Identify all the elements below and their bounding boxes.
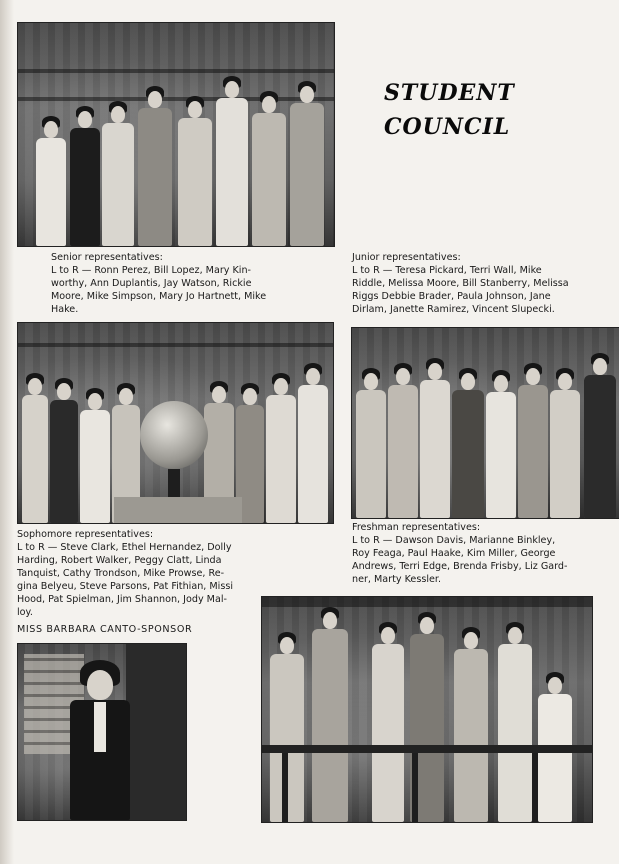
- freshman-caption-line: ner, Marty Kessler.: [352, 574, 442, 585]
- sophomore-caption-line: loy.: [17, 607, 33, 618]
- sophomore-caption-line: L to R — Steve Clark, Ethel Hernandez, Dolly: [17, 542, 232, 553]
- senior-caption: [51, 251, 311, 316]
- freshman-caption-line: Roy Feaga, Paul Haake, Kim Miller, George: [352, 548, 556, 559]
- sophomore-caption-line: Hood, Pat Spielman, Jim Shannon, Jody Mal-: [17, 594, 227, 605]
- senior-caption-line: Moore, Mike Simpson, Mary Jo Hartnett, Mike: [51, 291, 267, 302]
- freshman-caption: [352, 521, 614, 586]
- senior-caption-line: Hake.: [51, 304, 79, 315]
- senior-caption-line: L to R — Ronn Perez, Bill Lopez, Mary Kin-: [51, 265, 251, 276]
- freshman-caption-heading: Freshman representatives:: [352, 522, 481, 533]
- sponsor-label: MISS BARBARA CANTO-SPONSOR: [17, 624, 193, 635]
- junior-caption-line: Riggs Debbie Brader, Paula Johnson, Jane: [352, 291, 551, 302]
- sophomore-caption-line: gina Belyeu, Steve Parsons, Pat Fithian, Missi: [17, 581, 233, 592]
- sophomore-caption-line: Tanquist, Cathy Trondson, Mike Prowse, Re-: [17, 568, 225, 579]
- freshman-caption-line: Andrews, Terri Edge, Brenda Frisby, Liz Gard-: [352, 561, 568, 572]
- page-title-line-1: STUDENT: [384, 80, 515, 106]
- junior-caption-line: Riddle, Melissa Moore, Bill Stanberry, Melissa: [352, 278, 569, 289]
- senior-representatives-photo: [17, 22, 335, 247]
- freshman-representatives-photo: [261, 596, 593, 823]
- junior-representatives-photo: [351, 327, 619, 519]
- globe-icon: [140, 401, 208, 469]
- senior-caption-heading: Senior representatives:: [51, 252, 163, 263]
- freshman-caption-line: L to R — Dawson Davis, Marianne Binkley,: [352, 535, 556, 546]
- sophomore-caption: [17, 528, 267, 619]
- sophomore-representatives-photo: [17, 322, 334, 524]
- page-title-line-2: COUNCIL: [384, 114, 511, 140]
- junior-caption-heading: Junior representatives:: [352, 252, 461, 263]
- page-binding-edge: [0, 0, 14, 864]
- sponsor-photo: [17, 643, 187, 821]
- sophomore-caption-line: Harding, Robert Walker, Peggy Clatt, Linda: [17, 555, 222, 566]
- sophomore-caption-heading: Sophomore representatives:: [17, 529, 154, 540]
- junior-caption-line: Dirlam, Janette Ramirez, Vincent Slupecki.: [352, 304, 555, 315]
- junior-caption: [352, 251, 614, 316]
- junior-caption-line: L to R — Teresa Pickard, Terri Wall, Mike: [352, 265, 542, 276]
- senior-caption-line: worthy, Ann Duplantis, Jay Watson, Rickie: [51, 278, 252, 289]
